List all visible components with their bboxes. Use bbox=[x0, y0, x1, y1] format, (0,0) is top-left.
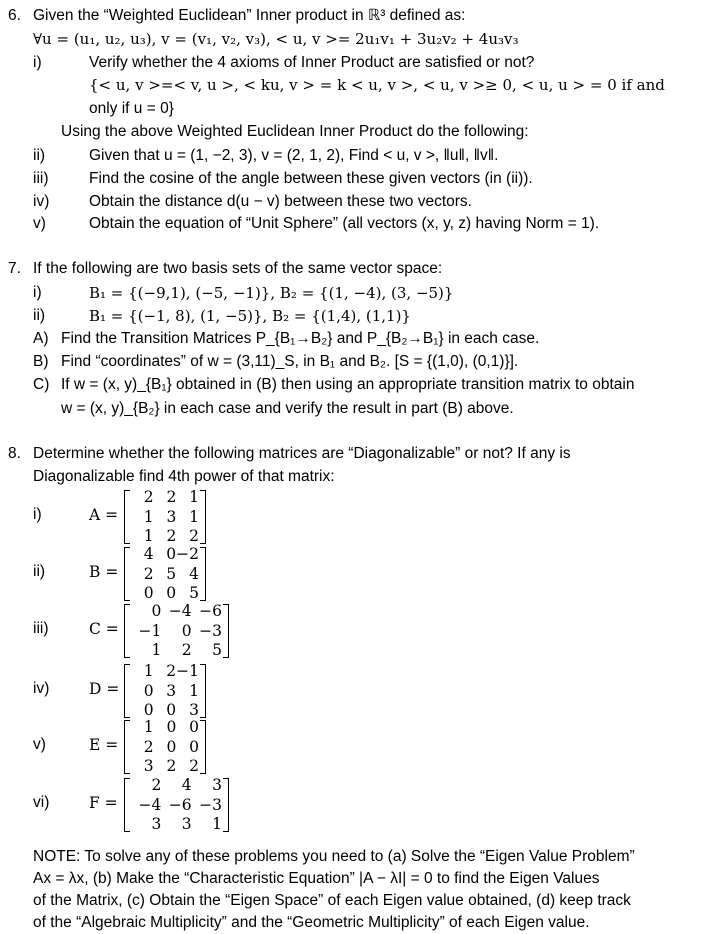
matrix-entry: 1 bbox=[143, 718, 154, 736]
q6-axioms-line: {< u, v >=< v, u >, < ku, v > = k < u, v >, < u, v >≥ 0, < u, u > = 0 if and bbox=[89, 76, 665, 94]
matrix-entry: 2 bbox=[166, 488, 177, 506]
q6-axioms-end: only if u = 0} bbox=[89, 100, 174, 117]
matrix-entry: 1 bbox=[143, 662, 154, 680]
matrix-entry: 2 bbox=[166, 527, 177, 545]
note-line: of the “Algebraic Multiplicity” and the “Geometric Multiplicity” of each Eigen value. bbox=[33, 914, 590, 931]
matrix-entry: 2 bbox=[166, 757, 177, 775]
matrix-name: C = bbox=[89, 620, 119, 638]
matrix-entry: 1 bbox=[143, 507, 154, 526]
matrix-brackets bbox=[124, 664, 206, 718]
q6-item-text: Given that u = (1, −2, 3), v = (2, 1, 2), Find < u, v >, ‖u‖, ‖v‖. bbox=[89, 147, 499, 164]
matrix-entry: 5 bbox=[189, 584, 199, 602]
matrix-entry: 3 bbox=[181, 815, 192, 833]
matrix-entry: 2 bbox=[151, 776, 162, 794]
q6-item-label: ii) bbox=[33, 147, 46, 164]
matrix-entry: 1 bbox=[189, 681, 199, 700]
matrix-entry: 0 bbox=[189, 737, 199, 756]
q7-item-label: C) bbox=[33, 376, 50, 393]
q6-item-text: Verify whether the 4 axioms of Inner Product are satisfied or not? bbox=[89, 54, 535, 71]
q8-number: 8. bbox=[8, 445, 21, 462]
matrix-entry: 0 bbox=[166, 701, 177, 719]
q6-item-text: Obtain the equation of “Unit Sphere” (all vectors (x, y, z) having Norm = 1). bbox=[89, 215, 600, 232]
matrix-entry: 0 bbox=[166, 584, 177, 602]
matrix-brackets bbox=[124, 778, 229, 832]
matrix-entry: 0 bbox=[151, 602, 162, 620]
q7-item-text: B₁ = {(−9,1), (−5, −1)}, B₂ = {(1, −4), (3, −5)} bbox=[89, 284, 454, 302]
matrix-entry: 0 bbox=[166, 737, 177, 756]
matrix-name: B = bbox=[89, 563, 119, 581]
q7-item-label: ii) bbox=[33, 307, 46, 324]
matrix-entry: −3 bbox=[199, 795, 222, 814]
matrix-entry: 0 bbox=[143, 584, 154, 602]
q7-item-label: B) bbox=[33, 353, 49, 370]
matrix-entry: −6 bbox=[199, 602, 222, 620]
matrix-entry: 4 bbox=[189, 564, 199, 583]
matrix-entry: 5 bbox=[166, 564, 177, 583]
note-line: NOTE: To solve any of these problems you need to (a) Solve the “Eigen Value Problem” bbox=[33, 848, 635, 865]
matrix-entry: −3 bbox=[199, 621, 222, 640]
q7-intro: If the following are two basis sets of the same vector space: bbox=[33, 260, 443, 277]
matrix-label: i) bbox=[33, 506, 42, 523]
matrix-entry: 3 bbox=[189, 701, 199, 719]
matrix-entry: 0 bbox=[166, 545, 177, 563]
matrix-entry: 0 bbox=[143, 681, 154, 700]
matrix-entry: 2 bbox=[143, 488, 154, 506]
matrix-entry: 0 bbox=[181, 621, 192, 640]
matrix-label: ii) bbox=[33, 563, 46, 580]
matrix-entry: 1 bbox=[212, 815, 222, 833]
q6-number: 6. bbox=[8, 7, 21, 24]
matrix-entry: 3 bbox=[151, 815, 162, 833]
matrix-label: iii) bbox=[33, 620, 49, 637]
q6-item-label: iv) bbox=[33, 193, 50, 210]
matrix-entry: −2 bbox=[176, 545, 199, 563]
matrix-entry: −1 bbox=[138, 621, 162, 640]
q6-item-text: Obtain the distance d(u − v) between these two vectors. bbox=[89, 193, 472, 210]
q6-definition: ∀u = (u₁, u₂, u₃), v = (v₁, v₂, v₃), < u, v >= 2u₁v₁ + 3u₂v₂ + 4u₃v₃ bbox=[33, 30, 519, 48]
q7-item-label: i) bbox=[33, 284, 42, 301]
q6-item-label: v) bbox=[33, 215, 46, 232]
matrix-entry: 4 bbox=[143, 545, 154, 563]
matrix-name: F = bbox=[89, 794, 118, 812]
q7-item-text: B₁ = {(−1, 8), (1, −5)}, B₂ = {(1,4), (1,1)} bbox=[89, 307, 411, 325]
matrix-name: E = bbox=[89, 736, 119, 754]
matrix-label: v) bbox=[33, 736, 46, 753]
q6-item-text: Find the cosine of the angle between these given vectors (in (ii)). bbox=[89, 170, 533, 187]
q6-subheading: Using the above Weighted Euclidean Inner Product do the following: bbox=[61, 123, 529, 140]
q7-item-text: If w = (x, y)_{B₁} obtained in (B) then using an appropriate transition matrix to obtain bbox=[61, 376, 635, 393]
matrix-brackets bbox=[124, 604, 229, 658]
q7-number: 7. bbox=[8, 260, 21, 277]
matrix-entry: 0 bbox=[166, 718, 177, 736]
matrix-entry: −1 bbox=[176, 662, 199, 680]
q8-intro-line1: Determine whether the following matrices are “Diagonalizable” or not? If any is bbox=[33, 445, 571, 462]
matrix-entry: 0 bbox=[143, 701, 154, 719]
matrix-entry: 1 bbox=[143, 527, 154, 545]
matrix-label: iv) bbox=[33, 680, 50, 697]
q8-intro-line2: Diagonalizable find 4th power of that matrix: bbox=[33, 468, 335, 485]
matrix-entry: 3 bbox=[166, 681, 177, 700]
matrix-entry: −4 bbox=[138, 795, 162, 814]
q7-item-text: Find the Transition Matrices P_{B₁→B₂} and P_{B₂→B₁} in each case. bbox=[61, 330, 540, 347]
matrix-entry: 4 bbox=[181, 776, 192, 794]
matrix-entry: 2 bbox=[143, 737, 154, 756]
matrix-entry: 0 bbox=[189, 718, 199, 736]
note-line: Ax = λx, (b) Make the “Characteristic Equation” |A − λI| = 0 to find the Eigen Values bbox=[33, 870, 600, 887]
q7-item-label: A) bbox=[33, 330, 49, 347]
matrix-entry: 2 bbox=[189, 527, 199, 545]
matrix-name: A = bbox=[89, 506, 119, 524]
matrix-entry: 3 bbox=[212, 776, 222, 794]
matrix-entry: 2 bbox=[189, 757, 199, 775]
q6-item-label: iii) bbox=[33, 170, 49, 187]
matrix-entry: 5 bbox=[212, 641, 222, 659]
matrix-entry: 1 bbox=[189, 507, 199, 526]
q7-item-text: Find “coordinates” of w = (3,11)_S, in B₁ and B₂. [S = {(1,0), (0,1)}]. bbox=[61, 353, 519, 370]
matrix-brackets bbox=[124, 547, 206, 601]
q7-item-text: w = (x, y)_{B₂} in each case and verify the result in part (B) above. bbox=[61, 400, 514, 417]
matrix-entry: −6 bbox=[168, 795, 192, 814]
matrix-entry: 1 bbox=[189, 488, 199, 506]
matrix-label: vi) bbox=[33, 794, 50, 811]
matrix-entry: 3 bbox=[166, 507, 177, 526]
matrix-entry: 2 bbox=[166, 662, 177, 680]
matrix-entry: −4 bbox=[168, 602, 192, 620]
matrix-entry: 1 bbox=[151, 641, 162, 659]
q6-intro: Given the “Weighted Euclidean” Inner product in ℝ³ defined as: bbox=[33, 7, 466, 24]
matrix-entry: 2 bbox=[181, 641, 192, 659]
matrix-entry: 3 bbox=[143, 757, 154, 775]
matrix-brackets bbox=[124, 490, 206, 544]
matrix-name: D = bbox=[89, 680, 120, 698]
note-line: of the Matrix, (c) Obtain the “Eigen Space” of each Eigen value obtained, (d) keep track bbox=[33, 892, 631, 909]
matrix-brackets bbox=[124, 720, 206, 774]
q6-item-label: i) bbox=[33, 54, 42, 71]
matrix-entry: 2 bbox=[143, 564, 154, 583]
